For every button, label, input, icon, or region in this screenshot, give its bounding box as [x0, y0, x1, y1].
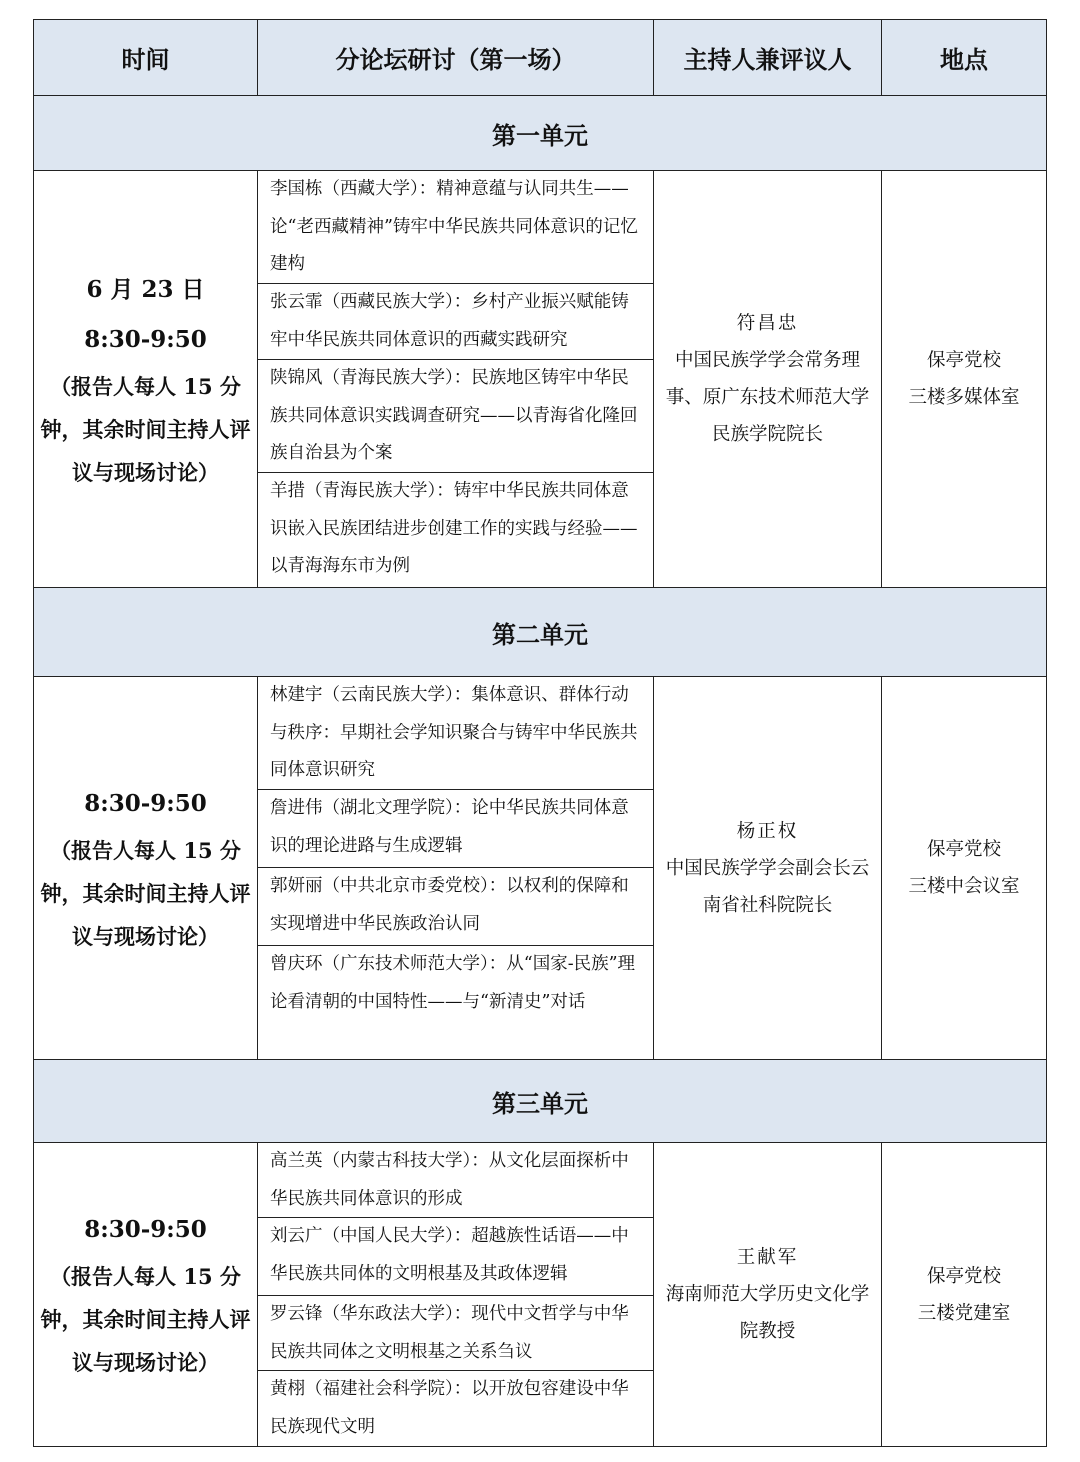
unit-3-place-line1: 保亭党校 [926, 1265, 1001, 1287]
paper-item: 郭妍丽（中共北京市委党校）：以权利的保障和实现增进中华民族政治认同 [258, 868, 653, 946]
unit-2-row [34, 677, 1047, 1060]
paper-item: 曾庆环（广东技术师范大学）：从“国家-民族”理论看清朝的中国特性——与“新清史”对话 [270, 954, 636, 1012]
unit-1-host-desc: 中国民族学学会常务理事、原广东技术师范大学民族学院院长 [665, 350, 870, 445]
unit-1-host-name: 符昌忠 [736, 313, 799, 334]
unit-2-time: 8:30-9:50 [84, 789, 207, 817]
unit-1-time-cell [34, 171, 258, 588]
unit-1-time: 8:30-9:50 [84, 325, 207, 353]
unit-1-place-cell [882, 171, 1047, 588]
unit-2-papers [258, 677, 654, 1060]
unit-2-place-line1: 保亭党校 [926, 839, 1001, 860]
unit-3-place-line2: 三楼党建室 [917, 1302, 1011, 1324]
unit-3-host-name: 王献军 [736, 1247, 799, 1268]
unit-3-time-cell [34, 1143, 258, 1447]
unit-title-row [34, 1060, 1047, 1143]
unit-1-date: 6 月 23 日 [86, 275, 205, 303]
header-forum: 分论坛研讨（第一场） [258, 20, 654, 96]
paper-item: 羊措（青海民族大学）：铸牢中华民族共同体意识嵌入民族团结进步创建工作的实践与经验——以青海海东市为例 [270, 481, 638, 576]
unit-1-title: 第一单元 [34, 96, 1047, 171]
unit-3-note: （报告人每人 15 分钟，其余时间主持人评议与现场讨论） [40, 1264, 251, 1375]
unit-2-host-cell [654, 677, 882, 1060]
unit-2-note: （报告人每人 15 分钟，其余时间主持人评议与现场讨论） [40, 837, 251, 949]
unit-2-title: 第二单元 [34, 588, 1047, 677]
schedule-table [33, 19, 1047, 1447]
paper-item: 罗云锋（华东政法大学）：现代中文哲学与中华民族共同体之文明根基之关系刍议 [258, 1296, 653, 1371]
header-host: 主持人兼评议人 [654, 20, 882, 96]
unit-3-papers [258, 1143, 654, 1447]
paper-item: 刘云广（中国人民大学）：超越族性话语——中华民族共同体的文明根基及其政体逻辑 [258, 1218, 653, 1296]
unit-3-time: 8:30-9:50 [84, 1216, 207, 1243]
unit-1-place-line2: 三楼多媒体室 [908, 387, 1020, 408]
unit-3-host-desc: 海南师范大学历史文化学院教授 [665, 1284, 870, 1342]
unit-2-place-line2: 三楼中会议室 [908, 876, 1020, 897]
unit-1-host-cell [654, 171, 882, 588]
paper-item: 张云霏（西藏民族大学）：乡村产业振兴赋能铸牢中华民族共同体意识的西藏实践研究 [258, 284, 653, 360]
paper-item: 陕锦风（青海民族大学）：民族地区铸牢中华民族共同体意识实践调查研究——以青海省化隆回族自治县为个案 [258, 360, 653, 473]
unit-1-row [34, 171, 1047, 588]
unit-1-place-line1: 保亭党校 [926, 350, 1001, 371]
unit-3-row [34, 1143, 1047, 1447]
paper-item: 林建宇（云南民族大学）：集体意识、群体行动与秩序：早期社会学知识聚合与铸牢中华民族共同体意识研究 [258, 677, 653, 790]
unit-1-note: （报告人每人 15 分钟，其余时间主持人评议与现场讨论） [40, 373, 251, 485]
unit-title-row [34, 588, 1047, 677]
header-time: 时间 [34, 20, 258, 96]
unit-1-papers [258, 171, 654, 588]
paper-item: 高兰英（内蒙古科技大学）：从文化层面探析中华民族共同体意识的形成 [258, 1143, 653, 1218]
unit-2-time-cell [34, 677, 258, 1060]
unit-2-host-desc: 中国民族学学会副会长云南省社科院院长 [665, 857, 870, 916]
unit-title-row [34, 96, 1047, 171]
paper-item: 李国栋（西藏大学）：精神意蕴与认同共生——论“老西藏精神”铸牢中华民族共同体意识的记忆建构 [258, 171, 653, 284]
header-place: 地点 [882, 20, 1047, 96]
unit-3-place-cell [882, 1143, 1047, 1447]
unit-2-host-name: 杨正权 [736, 820, 799, 842]
unit-3-host-cell [654, 1143, 882, 1447]
header-row [34, 20, 1047, 96]
schedule-sheet [33, 19, 1046, 1447]
unit-3-title: 第三单元 [34, 1060, 1047, 1143]
paper-item: 詹进伟（湖北文理学院）：论中华民族共同体意识的理论进路与生成逻辑 [258, 790, 653, 868]
unit-2-place-cell [882, 677, 1047, 1060]
paper-item: 黄栩（福建社会科学院）：以开放包容建设中华民族现代文明 [270, 1379, 629, 1437]
